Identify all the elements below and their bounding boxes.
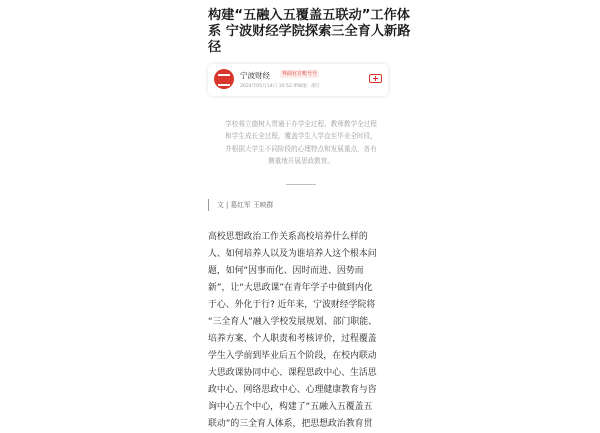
article-body <box>208 229 394 433</box>
body-line: 人、如何培养人以及为谁培养人这个根本问 <box>208 248 377 259</box>
article-column <box>208 0 411 433</box>
body-line: 询中心五个中心，构建了“五融入五覆盖五 <box>208 401 373 412</box>
account-card[interactable] <box>208 64 388 96</box>
author-byline: 文 | 葛红军 王映群 <box>208 199 394 211</box>
account-name[interactable]: 宁波财经 <box>240 71 270 80</box>
plus-icon <box>373 76 378 82</box>
summary-line: 学校将立德树人贯通于办学全过程、教师教学全过程 <box>225 120 377 128</box>
title-line: 系 宁波财经学院探索三全育人新路 <box>208 24 411 39</box>
follow-button[interactable] <box>369 74 382 83</box>
summary-line: 并根据大学生不同阶段的心理特点和发展重点，各有 <box>225 144 377 153</box>
official-account-badge: 界面官方账号号 <box>282 71 318 77</box>
title-line: 径 <box>208 40 222 55</box>
body-line: 大思政课协同中心、课程思政中心、生活思 <box>208 367 377 378</box>
summary-line: 和学生成长全过程，覆盖学生入学直至毕业全时段， <box>225 132 377 141</box>
body-line: 培养方案、个人职责和考核评价，过程覆盖 <box>208 333 377 344</box>
body-line: 题，如何“因事而化、因时而进、因势而 <box>208 265 364 276</box>
title-line: 构建“五融入五覆盖五联动”工作体 <box>208 8 410 23</box>
article-title <box>208 8 411 56</box>
body-line: 于心、外化于行? 近年来，宁波财经学院将 <box>208 299 376 310</box>
publish-meta: 2024年05月14日 10:52 IP属地：浙江 <box>240 84 321 89</box>
body-line: 新”，让“大思政课”在青年学子中做到内化 <box>208 282 373 293</box>
summary-divider <box>286 184 316 185</box>
body-line: “三全育人”融入学校发展规划、部门职能、 <box>208 316 377 327</box>
article-summary <box>208 118 394 168</box>
body-line: 政中心、网络思政中心、心理健康教育与咨 <box>208 384 377 395</box>
body-line: 联动”的三全育人体系，把思想政治教育贯 <box>208 418 373 429</box>
body-line: 高校思想政治工作关系高校培养什么样的 <box>208 231 368 242</box>
account-avatar-logo-icon[interactable] <box>214 69 234 89</box>
summary-line: 侧重地开展思政教育。 <box>268 157 334 166</box>
body-line: 学生入学前到毕业后五个阶段，在校内联动 <box>208 350 377 361</box>
